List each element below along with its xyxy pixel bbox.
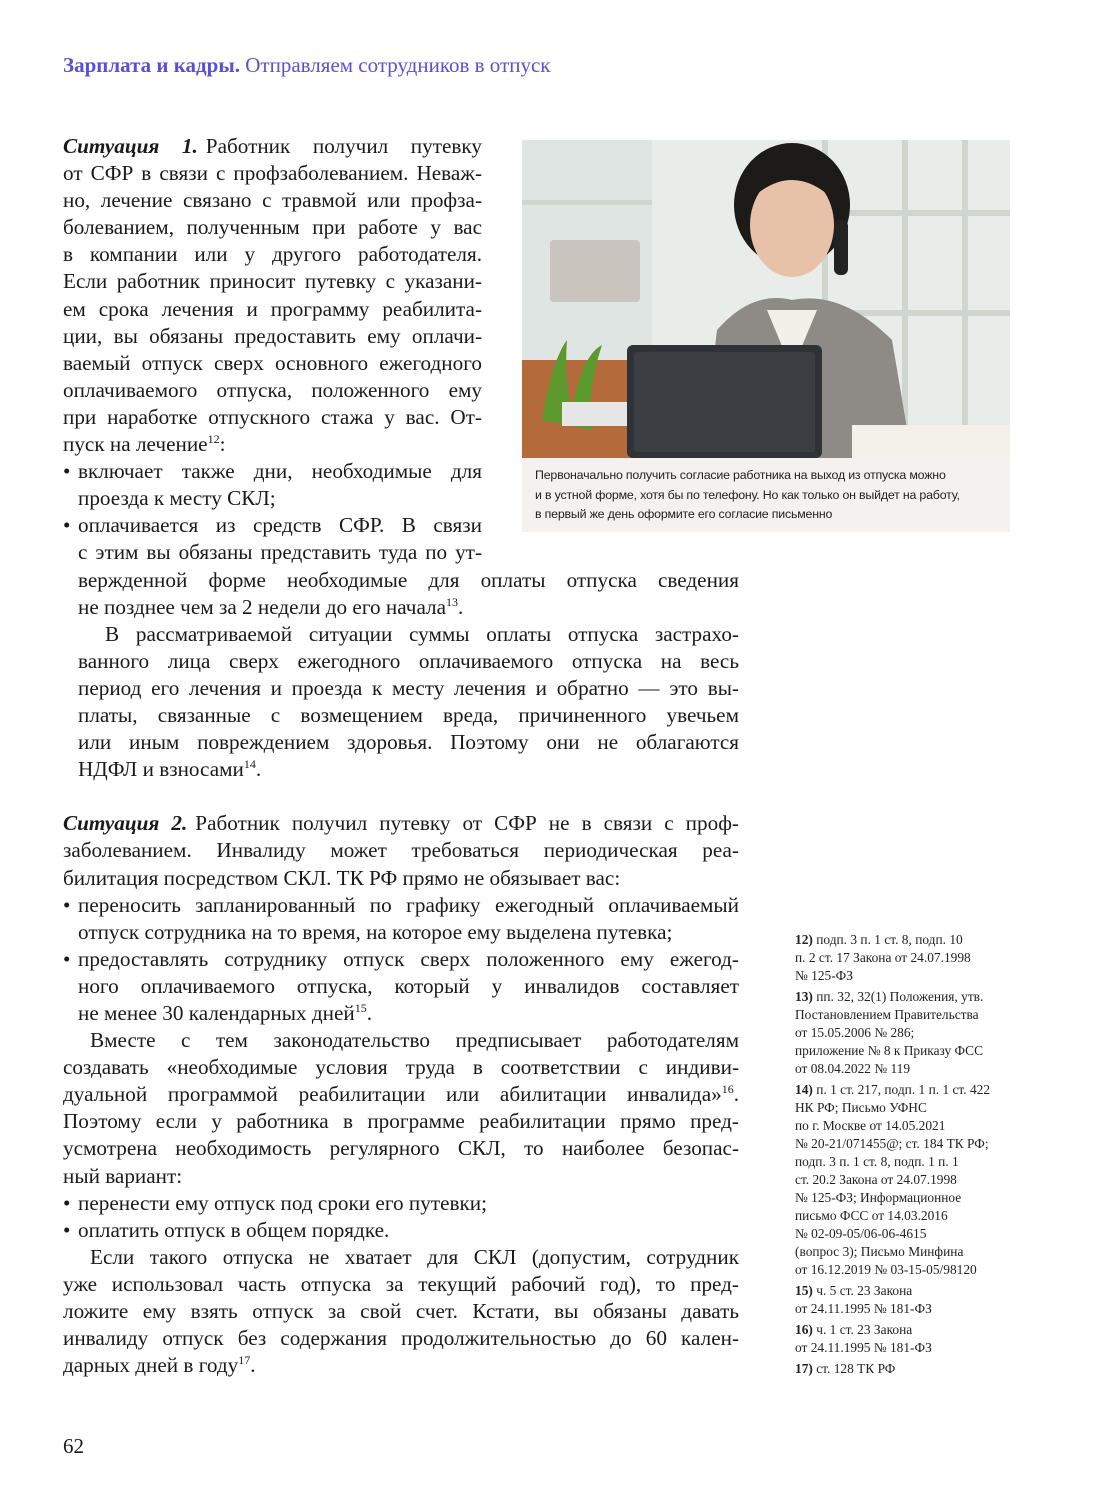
footnote-line (795, 1117, 1020, 1135)
text-line (63, 1352, 739, 1379)
line-text: НДФЛ и взносами (78, 757, 244, 782)
text-line (63, 946, 739, 973)
footnote-item (795, 1321, 1020, 1357)
footnote-number: 16) (795, 1322, 813, 1337)
footnote-text: НК РФ; Письмо УФНС (795, 1100, 927, 1115)
bullet-item (63, 1190, 739, 1217)
text-line (63, 187, 482, 214)
text-line (78, 648, 739, 675)
text-line (63, 512, 482, 539)
footnote-line (795, 931, 1020, 949)
line-text: с этим вы обязаны представить туда по ут- (78, 540, 482, 565)
photo-woman-on-phone (522, 140, 1010, 458)
text-line (78, 756, 739, 783)
footnote-text: от 24.11.1995 № 181-ФЗ (795, 1340, 932, 1355)
footnote-text: пп. 32, 32(1) Положения, утв. (816, 989, 984, 1004)
line-text: не менее 30 календарных дней (78, 1001, 355, 1025)
footnote-line (795, 1282, 1020, 1300)
line-text: билитация посредством СКЛ. ТК РФ прямо не обязывает вас: (63, 865, 621, 890)
footnote-line (795, 1081, 1020, 1099)
line-text: но, лечение связано с травмой или профза- (63, 188, 482, 213)
footnote-item (795, 1282, 1020, 1318)
text-line (78, 594, 739, 621)
footnote-text: (вопрос 3); Письмо Минфина (795, 1244, 964, 1259)
bullet-item (63, 892, 739, 946)
footnote-line (795, 1360, 1020, 1378)
line-text: при наработке отпускного стажа у вас. От- (63, 404, 482, 429)
line-text: заболеванием. Инвалиду может требоваться периодическая реа- (63, 838, 739, 863)
line-text: ложите ему взять отпуск за свой счет. Кстати, вы обязаны давать (63, 1299, 739, 1324)
text-line (63, 160, 482, 187)
footnote-number: 12) (795, 932, 813, 947)
text-line (63, 268, 482, 295)
footnote-text: № 125-ФЗ (795, 968, 853, 983)
text-line (63, 458, 482, 485)
text-line (78, 675, 739, 702)
text-line (63, 865, 739, 892)
bullet-icon: • (63, 459, 71, 484)
footnote-text: ч. 1 ст. 23 Закона (816, 1322, 913, 1337)
line-text: Поэтому если у работника в программе реабилитации прямо пред- (63, 1109, 739, 1134)
bullet-icon: • (63, 513, 71, 538)
punctuation: . (250, 1353, 256, 1378)
line-text: Вместе с тем законодательство предписывает работодателям (90, 1028, 739, 1053)
footnote-text: от 24.11.1995 № 181-ФЗ (795, 1301, 932, 1316)
paragraph (63, 621, 739, 784)
footnote-item (795, 1081, 1020, 1279)
footnote-line (795, 1261, 1020, 1279)
line-text: ваемый отпуск сверх основного ежегодного (63, 350, 482, 375)
caption-line: в первый же день оформите его согласие письменно (535, 507, 833, 521)
line-text: болеванием, полученным при работе у вас (63, 215, 482, 240)
footnote-line (795, 1339, 1020, 1357)
caption-line: и в устной форме, хотя бы по телефону. Но как только он выйдет на работу, (535, 487, 960, 502)
punctuation: : (219, 432, 226, 457)
line-text: оплачиваемого отпуска, положенного ему (63, 377, 482, 402)
line-text: Если работник приносит путевку с указани- (63, 269, 482, 294)
line-text: переносить запланированный по графику ежегодный оплачиваемый (78, 892, 739, 917)
footnote-text: подп. 3 п. 1 ст. 8, подп. 1 п. 1 (795, 1154, 959, 1169)
text-line (63, 377, 482, 404)
footnote-line (795, 967, 1020, 985)
photo-illustration (522, 140, 1010, 458)
text-line (63, 1244, 739, 1271)
line-text: оплачивается из средств СФР. В связи (78, 513, 482, 538)
footnote-line (795, 1243, 1020, 1261)
text-line (63, 1217, 739, 1244)
footnote-text: п. 2 ст. 17 Закона от 24.07.1998 (795, 950, 971, 965)
situation-heading: Ситуация 1. (63, 134, 198, 158)
text-line (63, 133, 482, 160)
footnote-line (795, 1060, 1020, 1078)
line-text: Работник получил путевку (205, 134, 482, 158)
footnote-text: № 125-ФЗ; Информационное (795, 1190, 962, 1205)
running-header (63, 53, 550, 78)
line-text: дарных дней в году (63, 1353, 239, 1378)
caption-line: Первоначально получить согласие работника на выход из отпуска можно (535, 468, 946, 482)
line-text: уже использовал часть отпуска за текущий рабочий год), то пред- (63, 1271, 739, 1296)
bullet-icon: • (63, 892, 71, 917)
footnote-ref: 13 (446, 594, 459, 609)
footnote-text: приложение № 8 к Приказу ФСС (795, 1043, 984, 1058)
line-text: от СФР в связи с профзаболеванием. Неваж- (63, 161, 482, 186)
line-text: проезда к месту СКЛ; (78, 486, 276, 511)
text-line (63, 1108, 739, 1135)
line-text: В рассматриваемой ситуации суммы оплаты отпуска застрахо- (105, 621, 739, 646)
situation-heading: Ситуация 2. (63, 811, 188, 836)
paragraph (63, 810, 739, 891)
footnote-text: ч. 5 ст. 23 Закона (816, 1283, 913, 1298)
line-text: ем срока лечения и программу реабилита- (63, 296, 482, 321)
text-line (63, 241, 482, 268)
footnote-line (795, 1321, 1020, 1339)
line-text: создавать «необходимые условия труда в соответствии с индиви- (63, 1055, 739, 1080)
bullet-item (63, 946, 739, 1027)
text-line (78, 919, 739, 946)
footnote-ref: 16 (721, 1082, 734, 1097)
footnote-line (795, 1024, 1020, 1042)
footnote-line (795, 1171, 1020, 1189)
text-line (78, 567, 739, 594)
footnote-item (795, 988, 1020, 1078)
text-line (63, 323, 482, 350)
text-line (63, 431, 482, 458)
text-line (63, 1054, 739, 1081)
line-text: ванного лица сверх ежегодного оплачиваемого отпуска на весь (78, 648, 739, 673)
text-line (63, 892, 739, 919)
footnote-text: № 02-09-05/06-06-4615 (795, 1226, 927, 1241)
line-text: инвалиду отпуск без содержания продолжительностью до 60 кален- (63, 1326, 739, 1351)
footnote-line (795, 1225, 1020, 1243)
text-line (63, 810, 739, 837)
punctuation: . (366, 1001, 373, 1025)
line-text: Работник получил путевку от СФР не в связи с проф- (195, 811, 739, 836)
header-title: Отправляем сотрудников в отпуск (245, 53, 551, 77)
text-line (63, 1271, 739, 1298)
line-text: вержденной форме необходимые для оплаты отпуска сведения (78, 567, 739, 592)
footnote-text: от 15.05.2006 № 286; (795, 1025, 915, 1040)
line-text: перенести ему отпуск под сроки его путевки; (78, 1190, 488, 1215)
footnote-ref: 14 (243, 757, 256, 772)
punctuation: . (733, 1082, 739, 1107)
line-text: пуск на лечение (63, 432, 208, 457)
line-text: отпуск сотрудника на то время, на которое ему выделена путевка; (78, 919, 673, 944)
text-line (63, 404, 482, 431)
text-line (78, 621, 739, 648)
footnote-number: 15) (795, 1283, 813, 1298)
line-text: включает также дни, необходимые для (78, 459, 482, 484)
line-text: Если такого отпуска не хватает для СКЛ (допустим, сотрудник (90, 1244, 739, 1269)
line-text: предоставлять сотруднику отпуск сверх положенного ему ежегод- (78, 946, 739, 971)
text-line (63, 214, 482, 241)
line-text: оплатить отпуск в общем порядке. (78, 1217, 390, 1242)
text-line (78, 539, 482, 566)
footnote-item (795, 931, 1020, 985)
footnote-line (795, 1207, 1020, 1225)
line-text: дуальной программой реабилитации или абилитации инвалида» (63, 1082, 722, 1107)
text-line (63, 350, 482, 377)
line-text: ного оплачиваемого отпуска, который у инвалидов составляет (78, 973, 739, 998)
punctuation: . (458, 594, 464, 619)
bullet-item (63, 1217, 739, 1244)
text-line (63, 1027, 739, 1054)
footnote-ref: 12 (207, 431, 220, 446)
footnote-text: подп. 3 п. 1 ст. 8, подп. 10 (816, 932, 963, 947)
text-line (63, 1081, 739, 1108)
text-line (63, 1325, 739, 1352)
text-line (78, 1000, 739, 1027)
footnote-text: Постановлением Правительства (795, 1007, 979, 1022)
footnote-text: ст. 20.2 Закона от 24.07.1998 (795, 1172, 957, 1187)
footnote-line (795, 988, 1020, 1006)
text-line (63, 1163, 739, 1190)
footnote-line (795, 1189, 1020, 1207)
footnote-line (795, 1006, 1020, 1024)
line-text: ный вариант: (63, 1163, 183, 1188)
text-line (63, 1298, 739, 1325)
text-line (78, 485, 482, 512)
text-line (63, 296, 482, 323)
footnote-line (795, 1099, 1020, 1117)
line-text: ции, вы обязаны предоставить ему оплачи- (63, 323, 482, 348)
footnote-line (795, 1135, 1020, 1153)
footnote-text: п. 1 ст. 217, подп. 1 п. 1 ст. 422 (816, 1082, 991, 1097)
footnote-text: № 20-21/071455@; ст. 184 ТК РФ; (795, 1136, 989, 1151)
text-line (63, 1135, 739, 1162)
paragraph (63, 1027, 739, 1190)
photo-caption (522, 458, 1010, 532)
bullet-icon: • (63, 1190, 71, 1215)
footnote-text: от 16.12.2019 № 03-15-05/98120 (795, 1262, 977, 1277)
blank-line (63, 783, 739, 810)
line-text: платы, связанные с возмещением вреда, причиненного увечьем (78, 702, 739, 727)
paragraph (63, 1244, 739, 1379)
line-text: или иным повреждением здоровья. Поэтому они не облагаются (78, 730, 739, 755)
line-text: в компании или у другого работодателя. (63, 242, 482, 267)
text-line (63, 1190, 739, 1217)
footnote-line (795, 949, 1020, 967)
text-line (78, 729, 739, 756)
footnote-item (795, 1360, 1020, 1378)
footnote-number: 13) (795, 989, 813, 1004)
line-text: усмотрена необходимость регулярного СКЛ, то наиболее безопас- (63, 1136, 739, 1161)
footnotes (795, 931, 1020, 1381)
footnote-number: 17) (795, 1361, 813, 1376)
footnote-text: письмо ФСС от 14.03.2016 (795, 1208, 948, 1223)
footnote-line (795, 1042, 1020, 1060)
footnote-ref: 17 (238, 1353, 251, 1368)
footnote-text: по г. Москве от 14.05.2021 (795, 1118, 946, 1133)
punctuation: . (255, 757, 262, 782)
text-line (63, 837, 739, 864)
footnote-line (795, 1153, 1020, 1171)
bullet-icon: • (63, 946, 71, 971)
header-section: Зарплата и кадры. (63, 53, 241, 77)
text-line (78, 702, 739, 729)
footnote-text: ст. 128 ТК РФ (816, 1361, 896, 1376)
bullet-icon: • (63, 1217, 71, 1242)
footnote-number: 14) (795, 1082, 813, 1097)
line-text: период его лечения и проезда к месту лечения и обратно — это вы- (78, 675, 739, 700)
page-number: 62 (63, 1434, 84, 1458)
footnote-line (795, 1300, 1020, 1318)
line-text: не позднее чем за 2 недели до его начала (78, 594, 447, 619)
footnote-ref: 15 (354, 1000, 367, 1015)
text-line (78, 973, 739, 1000)
footnote-text: от 08.04.2022 № 119 (795, 1061, 911, 1076)
